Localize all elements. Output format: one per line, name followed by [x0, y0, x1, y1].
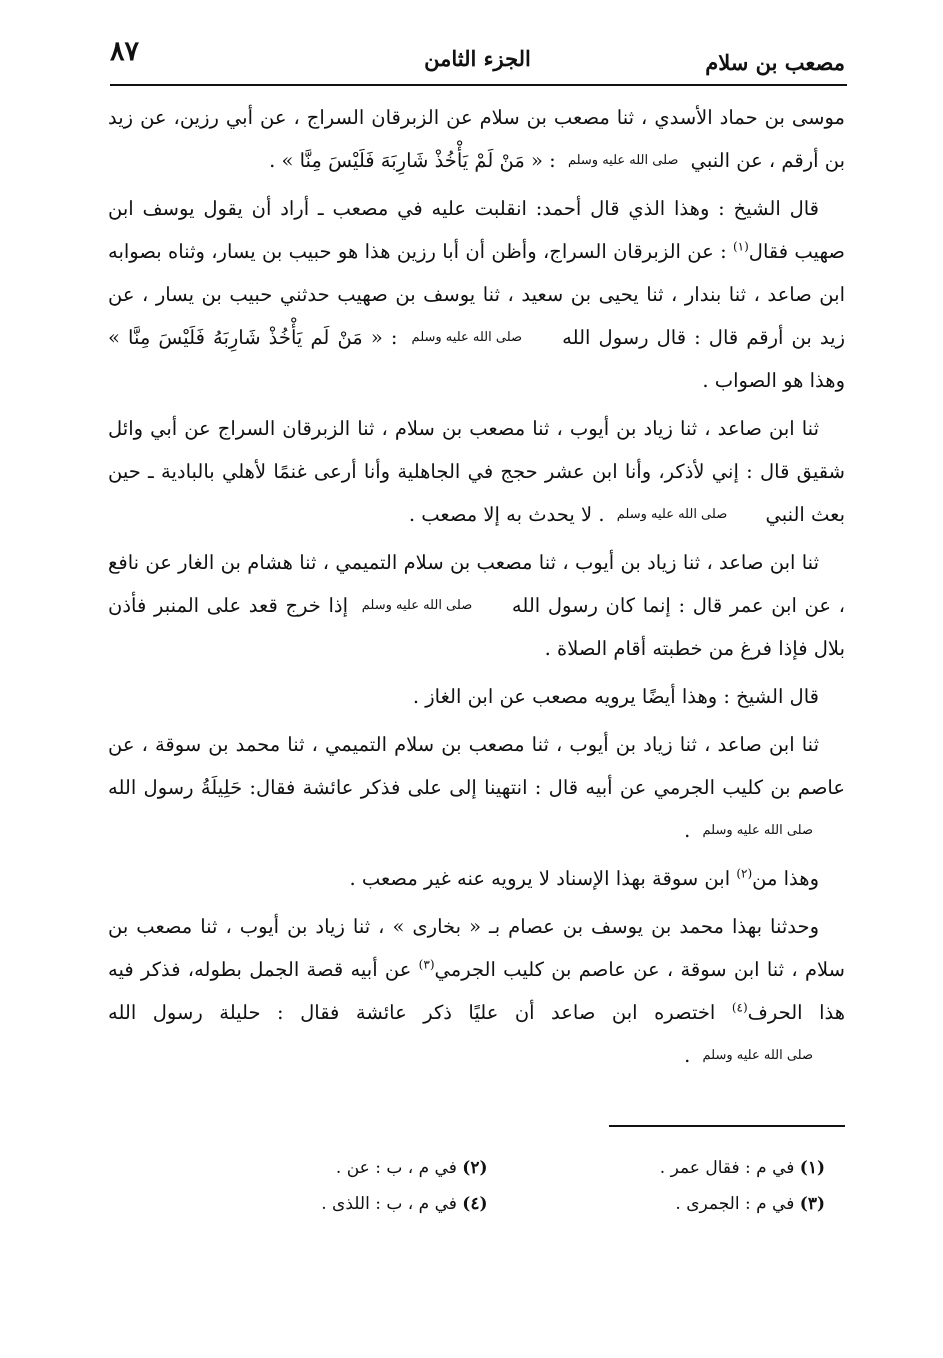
paragraph-2: [108, 187, 845, 402]
footnote-2: [150, 1150, 488, 1186]
paragraph-4: [108, 541, 845, 670]
footnote-1: [488, 1150, 826, 1186]
footnote-text: في م : فقال عمر .: [659, 1158, 800, 1178]
paragraph-1: [108, 96, 845, 182]
paragraph-7: [108, 857, 845, 900]
footnote-row: [150, 1186, 825, 1222]
text-run: قال الشيخ : وهذا أيضًا يرويه مصعب عن ابن الغاز .: [412, 685, 819, 708]
header-rule: [110, 84, 847, 86]
footnote-row: [150, 1150, 825, 1186]
footnotes: [150, 1150, 825, 1222]
text-run: قال الشيخ : وهذا الذي قال أحمد: انقلبت عليه في مصعب ـ أراد أن يقول يوسف ابن صهيب فقال: [108, 197, 845, 263]
hadith-quote: : « مَنْ لَمْ يَأْخُذْ شَارِبَهَ فَلَيْسَ مِنَّا » .: [269, 149, 556, 172]
paragraph-3: [108, 407, 845, 536]
footnote-ref-4: (٤): [731, 1000, 748, 1015]
text-run: عن زيد بن أرقم ، عن النبي: [108, 106, 845, 172]
salla-ligature: صلى الله عليه وسلم: [702, 1048, 813, 1063]
text-run: إذا خرج قعد على المنبر فأذن بلال فإذا فرغ من خطبته أقام الصلاة .: [108, 594, 845, 660]
running-header: [110, 38, 845, 82]
salla-ligature: صلى الله عليه وسلم: [616, 507, 728, 522]
text-run: وهذا من: [752, 867, 819, 890]
text-run: : عن الزبرقان السراج، وأظن أن أبا رزين هذا هو حبيب بن يسار، وثناه بصوابه ابن صاعد ، ثنا بندار ، ثنا يحيى بن سعيد ، ثنا يوسف بن صهيب حدثني حبيب بن يسار ، عن زيد بن أرقم قال : قال رسول الله: [108, 240, 846, 349]
footnote-4: [150, 1186, 488, 1222]
footnote-ref-1: (١): [732, 239, 749, 254]
salla-ligature: صلى الله عليه وسلم: [702, 823, 813, 838]
text-run: ثنا ابن صاعد ، ثنا زياد بن أيوب ، ثنا مصعب بن سلام التميمي ، ثنا هشام بن الغار عن نافع ، عن ابن عمر قال : إنما كان رسول الله: [108, 551, 846, 617]
text-run: .: [684, 819, 691, 842]
salla-ligature: صلى الله عليه وسلم: [567, 153, 679, 168]
text-run: ابن سوقة بهذا الإسناد لا يرويه عنه غير مصعب .: [349, 867, 737, 890]
paragraph-6: [108, 723, 845, 852]
footnote-3: [488, 1186, 826, 1222]
text-run: .: [684, 1044, 691, 1067]
text-run: ثنا ابن صاعد ، ثنا زياد بن أيوب ، ثنا مصعب بن سلام التميمي ، ثنا محمد بن سوقة ، عن عاصم بن كليب الجرمي عن أبيه قال : انتهينا إلى على فذكر عائشة فقال: حَلِيلَةُ رسول الله: [108, 733, 845, 799]
footnote-number: (٤): [462, 1194, 488, 1214]
text-run: موسى بن حماد الأسدي ، ثنا مصعب بن سلام عن الزبرقان السراج ، عن أبي رزين،: [173, 106, 845, 129]
page-number: ٨٧: [110, 36, 140, 67]
header-book-title: مصعب بن سلام: [705, 50, 845, 75]
paragraph-8: [108, 905, 845, 1077]
text-run: ثنا ابن صاعد ، ثنا زياد بن أيوب ، ثنا مصعب بن سلام ، ثنا الزبرقان السراج عن أبي وائل شقيق قال : إني لأذكر، وأنا ابن عشر حجج في الجاهلية وأنا أرعى غنمًا لأهلي بالبادية ـ حين بعث النبي: [108, 417, 845, 526]
footnote-separator: [609, 1125, 845, 1127]
text-run: اختصره ابن صاعد أن عليًا ذكر عائشة فقال : حليلة رسول الله: [108, 1001, 732, 1024]
header-volume-title: الجزء الثامن: [424, 46, 531, 71]
footnote-number: (١): [799, 1158, 825, 1178]
footnote-text: في م ، ب : اللذى .: [321, 1194, 463, 1214]
text-run: عن أبيه قصة الجمل بطوله، فذكر فيه هذا الحرف: [108, 958, 845, 1024]
paragraph-5: [108, 675, 845, 718]
text-run: . لا يحدث به إلا مصعب .: [408, 503, 605, 526]
footnote-text: في م ، ب : عن .: [335, 1158, 463, 1178]
hadith-quote: : « مَنْ لَم يَأْخُذْ شَارِبَهُ فَلَيْسَ مِنَّا » وهذا هو الصواب .: [108, 326, 845, 392]
salla-ligature: صلى الله عليه وسلم: [411, 330, 523, 345]
text-run: وحدثنا بهذا محمد بن يوسف بن عصام بـ « بخارى » ، ثنا زياد بن أيوب ، ثنا مصعب بن سلام ، ثنا ابن سوقة ، عن عاصم بن كليب الجرمي: [108, 915, 845, 981]
main-text: [108, 96, 845, 1082]
footnote-ref-2: (٢): [736, 866, 753, 881]
salla-ligature: صلى الله عليه وسلم: [361, 598, 473, 613]
footnote-text: في م : الجمرى .: [675, 1194, 800, 1214]
footnote-number: (٢): [462, 1158, 488, 1178]
footnote-ref-3: (٣): [418, 957, 435, 972]
footnote-number: (٣): [799, 1194, 825, 1214]
